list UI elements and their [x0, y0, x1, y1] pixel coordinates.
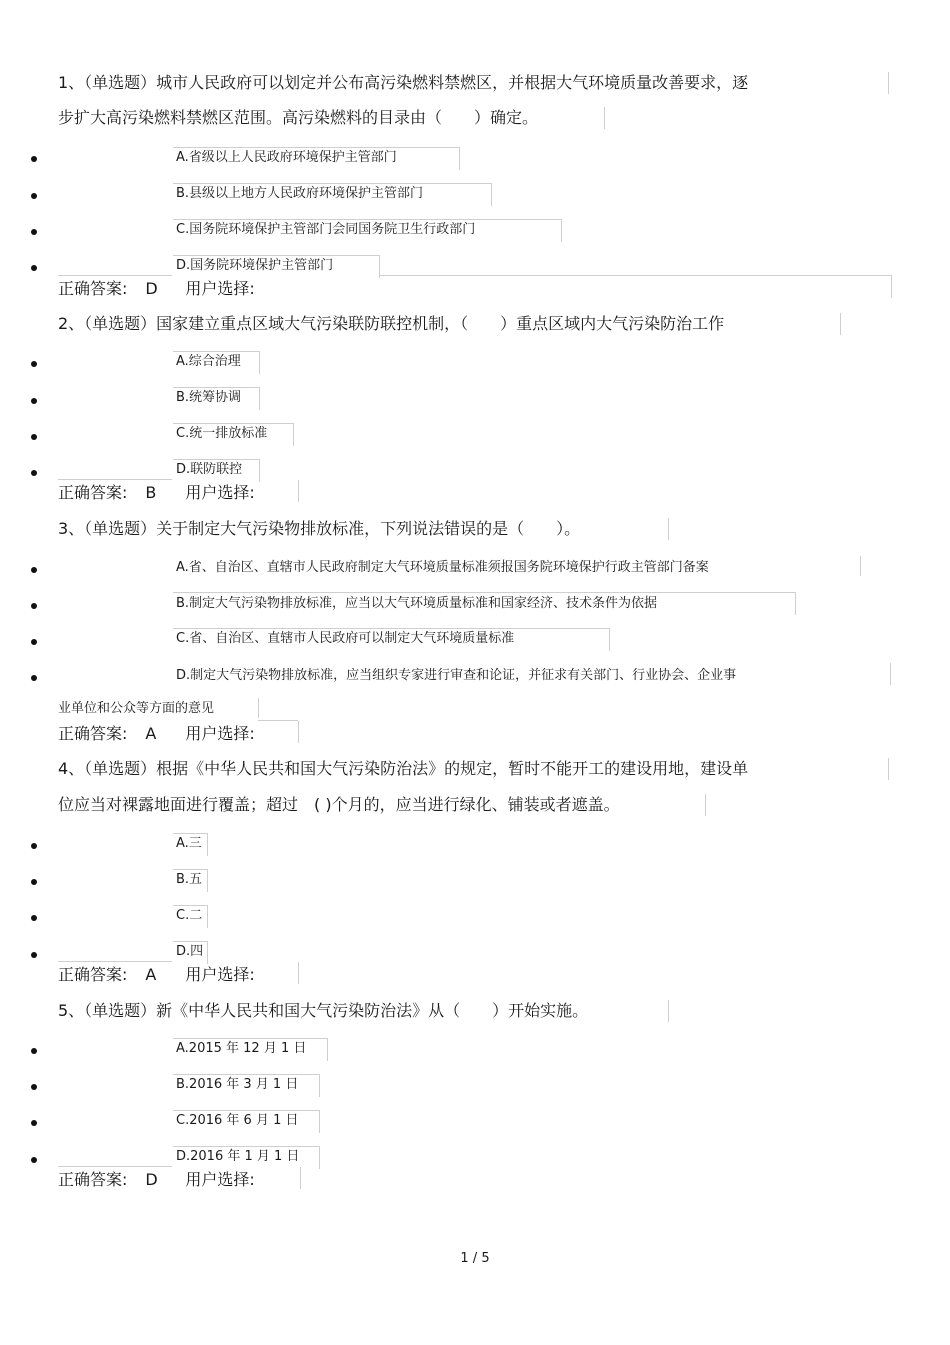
- bullet-icon: [31, 675, 37, 681]
- divider: [891, 276, 892, 298]
- question-1-line-2: 步扩大高污染燃料禁燃区范围。高污染燃料的目录由（ ）确定。: [58, 108, 539, 127]
- bullet-icon: [31, 915, 37, 921]
- question-4-line-1: 4、（单选题）根据《中华人民共和国大气污染防治法》的规定，暂时不能开工的建设用地，建设单: [58, 759, 749, 778]
- separator: [58, 275, 172, 276]
- user-choice-label: 用户选择:: [185, 965, 255, 984]
- question-4-line-2: 位应当对裸露地面进行覆盖；超过 ( )个月的，应当进行绿化、铺装或者遮盖。: [58, 795, 620, 814]
- page-number: 1 / 5: [460, 1251, 490, 1266]
- answer-value: B: [145, 483, 157, 502]
- q1-option-d[interactable]: D.国务院环境保护主管部门: [176, 258, 334, 273]
- q5-answer-row: [58, 1170, 255, 1190]
- bullet-icon: [31, 193, 37, 199]
- q2-option-a[interactable]: A.综合治理: [176, 354, 241, 369]
- divider: [705, 794, 706, 816]
- q1-option-b[interactable]: B.县级以上地方人民政府环境保护主管部门: [176, 186, 424, 201]
- divider: [258, 698, 259, 718]
- q1-option-a[interactable]: A.省级以上人民政府环境保护主管部门: [176, 150, 397, 165]
- bullet-icon: [31, 1120, 37, 1126]
- divider: [888, 758, 889, 780]
- bullet-icon: [31, 398, 37, 404]
- divider: [860, 556, 861, 576]
- bullet-icon: [31, 1084, 37, 1090]
- q4-option-d[interactable]: D.四: [176, 944, 204, 959]
- answer-label: 正确答案:: [58, 1170, 128, 1189]
- separator: [58, 961, 172, 962]
- bullet-icon: [31, 1157, 37, 1163]
- q2-option-c[interactable]: C.统一排放标准: [176, 426, 268, 441]
- bullet-icon: [31, 639, 37, 645]
- divider: [890, 663, 891, 685]
- divider: [298, 480, 299, 502]
- q3-option-d-continuation: 业单位和公众等方面的意见: [58, 701, 215, 716]
- separator: [58, 479, 172, 480]
- q1-option-c[interactable]: C.国务院环境保护主管部门会同国务院卫生行政部门: [176, 222, 476, 237]
- divider: [298, 962, 299, 984]
- user-choice-label: 用户选择:: [185, 279, 255, 298]
- divider: [888, 72, 889, 94]
- bullet-icon: [31, 361, 37, 367]
- divider: [300, 1167, 301, 1189]
- answer-label: 正确答案:: [58, 965, 128, 984]
- q5-option-a[interactable]: A.2015 年 12 月 1 日: [176, 1041, 307, 1056]
- bullet-icon: [31, 879, 37, 885]
- q4-option-a[interactable]: A.三: [176, 836, 202, 851]
- divider: [668, 518, 669, 540]
- user-choice-label: 用户选择:: [185, 724, 255, 743]
- question-3-line-1: 3、（单选题）关于制定大气污染物排放标准，下列说法错误的是（ ）。: [58, 519, 581, 538]
- question-2-line-1: 2、（单选题）国家建立重点区域大气污染联防联控机制，（ ）重点区域内大气污染防治工作: [58, 314, 725, 333]
- answer-value: D: [145, 279, 158, 298]
- q3-option-c[interactable]: C.省、自治区、直辖市人民政府可以制定大气环境质量标准: [176, 631, 515, 646]
- separator: [258, 720, 298, 721]
- q3-option-a[interactable]: A.省、自治区、直辖市人民政府制定大气环境质量标准须报国务院环境保护行政主管部门备案: [176, 560, 709, 575]
- bullet-icon: [31, 843, 37, 849]
- bullet-icon: [31, 156, 37, 162]
- q4-answer-row: [58, 965, 255, 985]
- q5-option-c[interactable]: C.2016 年 6 月 1 日: [176, 1113, 299, 1128]
- divider: [298, 721, 299, 743]
- divider: [840, 313, 841, 335]
- q3-option-b[interactable]: B.制定大气污染物排放标准，应当以大气环境质量标准和国家经济、技术条件为依据: [176, 596, 658, 611]
- user-choice-label: 用户选择:: [185, 1170, 255, 1189]
- q2-option-b[interactable]: B.统筹协调: [176, 390, 242, 405]
- q5-option-b[interactable]: B.2016 年 3 月 1 日: [176, 1077, 299, 1092]
- q2-option-d[interactable]: D.联防联控: [176, 462, 243, 477]
- divider: [379, 255, 380, 275]
- bullet-icon: [31, 1048, 37, 1054]
- question-5-line-1: 5、（单选题）新《中华人民共和国大气污染防治法》从（ ）开始实施。: [58, 1001, 589, 1020]
- question-1-line-1: 1、（单选题）城市人民政府可以划定并公布高污染燃料禁燃区，并根据大气环境质量改善要求，逐: [58, 73, 749, 92]
- divider: [668, 1000, 669, 1022]
- bullet-icon: [31, 567, 37, 573]
- q2-answer-row: [58, 483, 255, 503]
- q5-option-d[interactable]: D.2016 年 1 月 1 日: [176, 1149, 300, 1164]
- q4-option-c[interactable]: C.二: [176, 908, 203, 923]
- q1-answer-row: [58, 279, 255, 299]
- answer-value: D: [145, 1170, 158, 1189]
- answer-label: 正确答案:: [58, 279, 128, 298]
- bullet-icon: [31, 603, 37, 609]
- bullet-icon: [31, 952, 37, 958]
- q4-option-b[interactable]: B.五: [176, 872, 203, 887]
- bullet-icon: [31, 470, 37, 476]
- answer-value: A: [145, 724, 157, 743]
- answer-label: 正确答案:: [58, 724, 128, 743]
- bullet-icon: [31, 434, 37, 440]
- q3-option-d[interactable]: D.制定大气污染物排放标准，应当组织专家进行审查和论证，并征求有关部门、行业协会、企业事: [176, 668, 737, 683]
- user-choice-label: 用户选择:: [185, 483, 255, 502]
- separator: [380, 275, 892, 276]
- answer-label: 正确答案:: [58, 483, 128, 502]
- bullet-icon: [31, 265, 37, 271]
- divider: [604, 107, 605, 129]
- bullet-icon: [31, 229, 37, 235]
- separator: [58, 1166, 172, 1167]
- answer-value: A: [145, 965, 157, 984]
- q3-answer-row: [58, 724, 255, 744]
